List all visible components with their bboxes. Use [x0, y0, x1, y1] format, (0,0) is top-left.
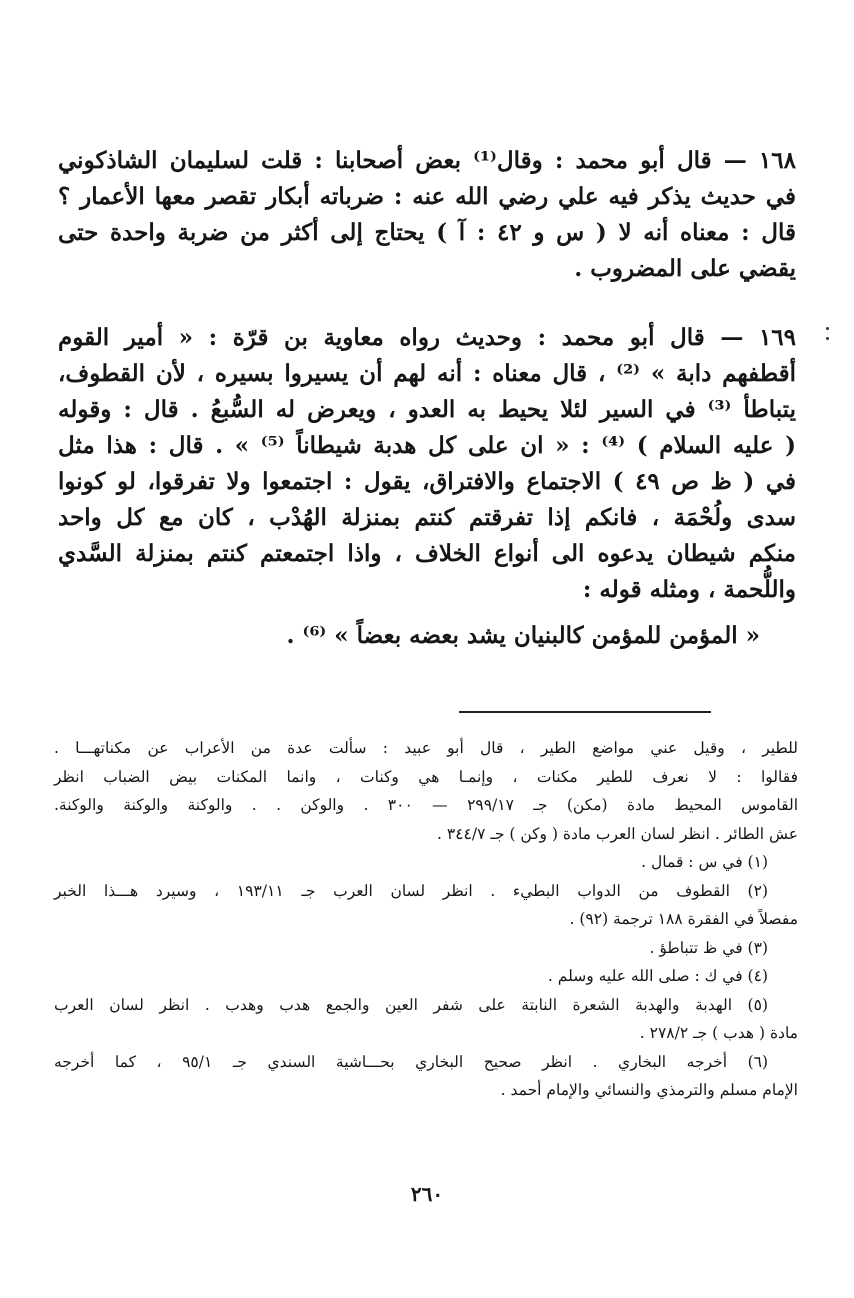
- footnote-continuation-line: للطير ، وقيل عني مواضع الطير ، قال أبو عبيد : سألت عدة من الأعراب عن مكناتهـــا .: [54, 739, 798, 757]
- footnote-5-continuation: مادة ( هدب ) جـ ٢٧٨/٢ .: [639, 1024, 798, 1042]
- footnote-continuation-line: فقالوا : لا نعرف للطير مكنات ، وإنمـا هي وكنات ، وانما المكنات بيض الضباب انظر: [54, 767, 798, 786]
- margin-mark: [826, 327, 829, 330]
- footnote-3: (٣) في ظ تتباطؤ .: [649, 938, 768, 957]
- footnote-separator: [459, 711, 711, 713]
- page-number: ٢٦٠: [410, 1182, 444, 1206]
- footnotes-section: [54, 734, 798, 1105]
- footnote-2-continuation: مفصلاً في الفقرة ١٨٨ ترجمة (٩٢) .: [569, 910, 798, 928]
- text-line: منكم شيطان يدعوه الى أنواع الخلاف ، واذا اجتمعتم كنتم بمنزلة السَّدي: [58, 540, 796, 567]
- text-line: واللُّحمة ، ومثله قوله :: [582, 576, 796, 603]
- text-line: أقطفهم دابة » ⁽²⁾ ، قال معناه : أنه لهم أن يسيروا بسيره ، لأن القطوف،: [58, 360, 796, 387]
- footnote-2: (٢) القطوف من الدواب البطيء . انظر لسان العرب جـ ١٩٣/١١ ، وسيرد هـــذا الخبر: [54, 881, 768, 900]
- text-line: في حديث يذكر فيه علي رضي الله عنه : ضرباته أبكار تقصر معها الأعمار ؟: [58, 183, 796, 210]
- margin-mark: [826, 337, 829, 340]
- paragraph-168: [58, 143, 796, 287]
- text-line: ١٦٨ — قال أبو محمد : وقال⁽¹⁾ بعض أصحابنا : قلت لسليمان الشاذكوني: [58, 147, 796, 174]
- footnote-continuation-line: عش الطائر . انظر لسان العرب مادة ( وكن ) جـ ٣٤٤/٧ .: [437, 824, 798, 843]
- text-line: سدى ولُحْمَة ، فانكم إذا تفرقتم كنتم بمنزلة الهُدْب ، كان مع كل واحد: [58, 504, 796, 531]
- hadith-quote: « المؤمن للمؤمن كالبنيان يشد بعضه بعضاً » ⁽⁶⁾ .: [286, 622, 760, 649]
- text-line: ( عليه السلام ) ⁽⁴⁾ : « ان على كل هدبة شيطاناً ⁽⁵⁾ » . قال : هذا مثل: [58, 432, 796, 459]
- footnote-6: (٦) أخرجه البخاري . انظر صحيح البخاري بحـــاشية السندي جـ ٩٥/١ ، كما أخرجه: [54, 1052, 769, 1071]
- text-line: يقضي على المضروب .: [574, 255, 796, 282]
- text-line: يتباطأ ⁽³⁾ في السير لئلا يحيط به العدو ، ويعرض له السُّبعُ . قال : وقوله: [58, 396, 796, 423]
- paragraph-169: [58, 320, 796, 654]
- footnote-continuation-line: القاموس المحيط مادة (مكن) جـ ٢٩٩/١٧ — ٣٠٠ . والوكن . . والوكنة والوكنة والوكنة.: [54, 796, 798, 814]
- text-line: ١٦٩ — قال أبو محمد : وحديث رواه معاوية بن قرّة : « أمير القوم: [58, 324, 796, 351]
- footnote-6-continuation: الإمام مسلم والترمذي والنسائي والإمام أحمد .: [500, 1081, 798, 1099]
- footnote-1: (١) في س : قمال .: [641, 853, 768, 871]
- text-line: قال : معناه أنه لا ( س و ٤٢ : آ ) يحتاج إلى أكثر من ضربة واحدة حتى: [58, 219, 796, 246]
- text-line: في ( ظ ص ٤٩ ) الاجتماع والافتراق، يقول : اجتمعوا ولا تفرقوا، لو كونوا: [58, 468, 796, 495]
- footnote-5: (٥) الهدبة والهدبة الشعرة النابتة على شفر العين والجمع هدب وهدب . انظر لسان العرب: [54, 995, 768, 1014]
- footnote-4: (٤) في ك : صلى الله عليه وسلم .: [547, 967, 768, 985]
